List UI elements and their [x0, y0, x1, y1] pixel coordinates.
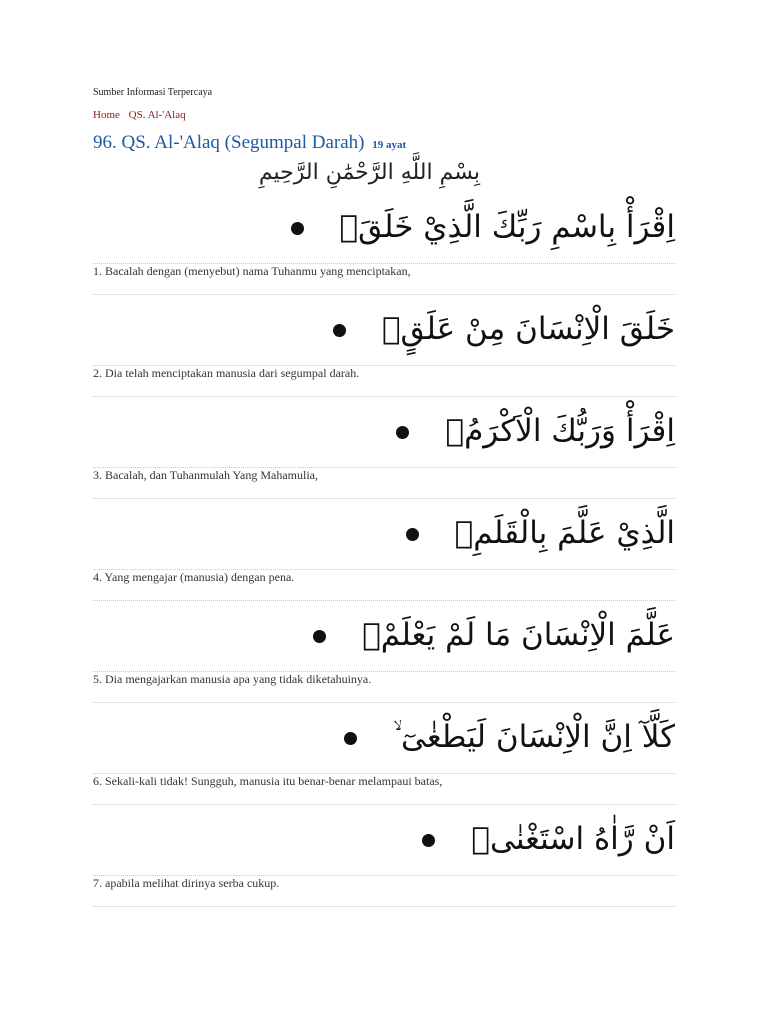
divider [93, 702, 676, 703]
divider [93, 600, 676, 601]
verse-arabic [406, 515, 675, 551]
bullet-icon [406, 528, 419, 541]
divider [93, 498, 676, 499]
bullet-icon [344, 732, 357, 745]
verse-arabic [422, 821, 675, 857]
breadcrumb [93, 109, 192, 121]
verse-arabic-text: اِقْرَأْ وَرَبُّكَ الْاَكْرَمُۙ [445, 413, 675, 449]
verse-arabic [333, 311, 675, 347]
divider [93, 804, 676, 805]
verse-translation: 1. Bacalah dengan (menyebut) nama Tuhanmu yang menciptakan, [93, 264, 411, 278]
ayat-count-badge: 19 ayat [372, 139, 407, 151]
breadcrumb-surah-link[interactable]: QS. Al-'Alaq [128, 109, 186, 121]
bullet-icon [396, 426, 409, 439]
verse-arabic-text: الَّذِيْ عَلَّمَ بِالْقَلَمِۙ [454, 515, 675, 551]
breadcrumb-home-link[interactable]: Home [93, 109, 120, 121]
bullet-icon [313, 630, 326, 643]
verse-arabic-text: اَنْ رَّاٰهُ اسْتَغْنٰىۗ [471, 821, 675, 857]
verse-arabic-text: خَلَقَ الْاِنْسَانَ مِنْ عَلَقٍۚ [381, 311, 675, 347]
verse-arabic [291, 209, 675, 245]
verse-translation: 6. Sekali-kali tidak! Sungguh, manusia itu benar-benar melampaui batas, [93, 774, 443, 788]
verse-arabic [313, 617, 675, 653]
verse-arabic [396, 413, 675, 449]
page-title [93, 132, 406, 154]
divider [93, 906, 676, 907]
verse-translation: 7. apabila melihat dirinya serba cukup. [93, 876, 280, 890]
verse-translation: 5. Dia mengajarkan manusia apa yang tidak diketahuinya. [93, 672, 372, 686]
verse-arabic-text: اِقْرَأْ بِاسْمِ رَبِّكَ الَّذِيْ خَلَقَۚ [339, 209, 675, 245]
bullet-icon [291, 222, 304, 235]
bullet-icon [333, 324, 346, 337]
verse-arabic-text: عَلَّمَ الْاِنْسَانَ مَا لَمْ يَعْلَمْۗ [362, 617, 675, 653]
verse-arabic [344, 719, 675, 755]
divider [93, 294, 676, 295]
verse-translation: 2. Dia telah menciptakan manusia dari segumpal darah. [93, 366, 360, 380]
verse-translation: 3. Bacalah, dan Tuhanmulah Yang Mahamulia, [93, 468, 318, 482]
divider [93, 396, 676, 397]
verse-translation: 4. Yang mengajar (manusia) dengan pena. [93, 570, 295, 584]
site-name: Sumber Informasi Terpercaya [93, 87, 213, 98]
surah-title: 96. QS. Al-'Alaq (Segumpal Darah) [93, 132, 365, 153]
bullet-icon [422, 834, 435, 847]
verse-arabic-text: كَلَّآ اِنَّ الْاِنْسَانَ لَيَطْغٰىٓ ۙ [393, 719, 675, 755]
basmalah: بِسْمِ اللَّهِ الرَّحْمَٰنِ الرَّحِيمِ [258, 160, 480, 185]
